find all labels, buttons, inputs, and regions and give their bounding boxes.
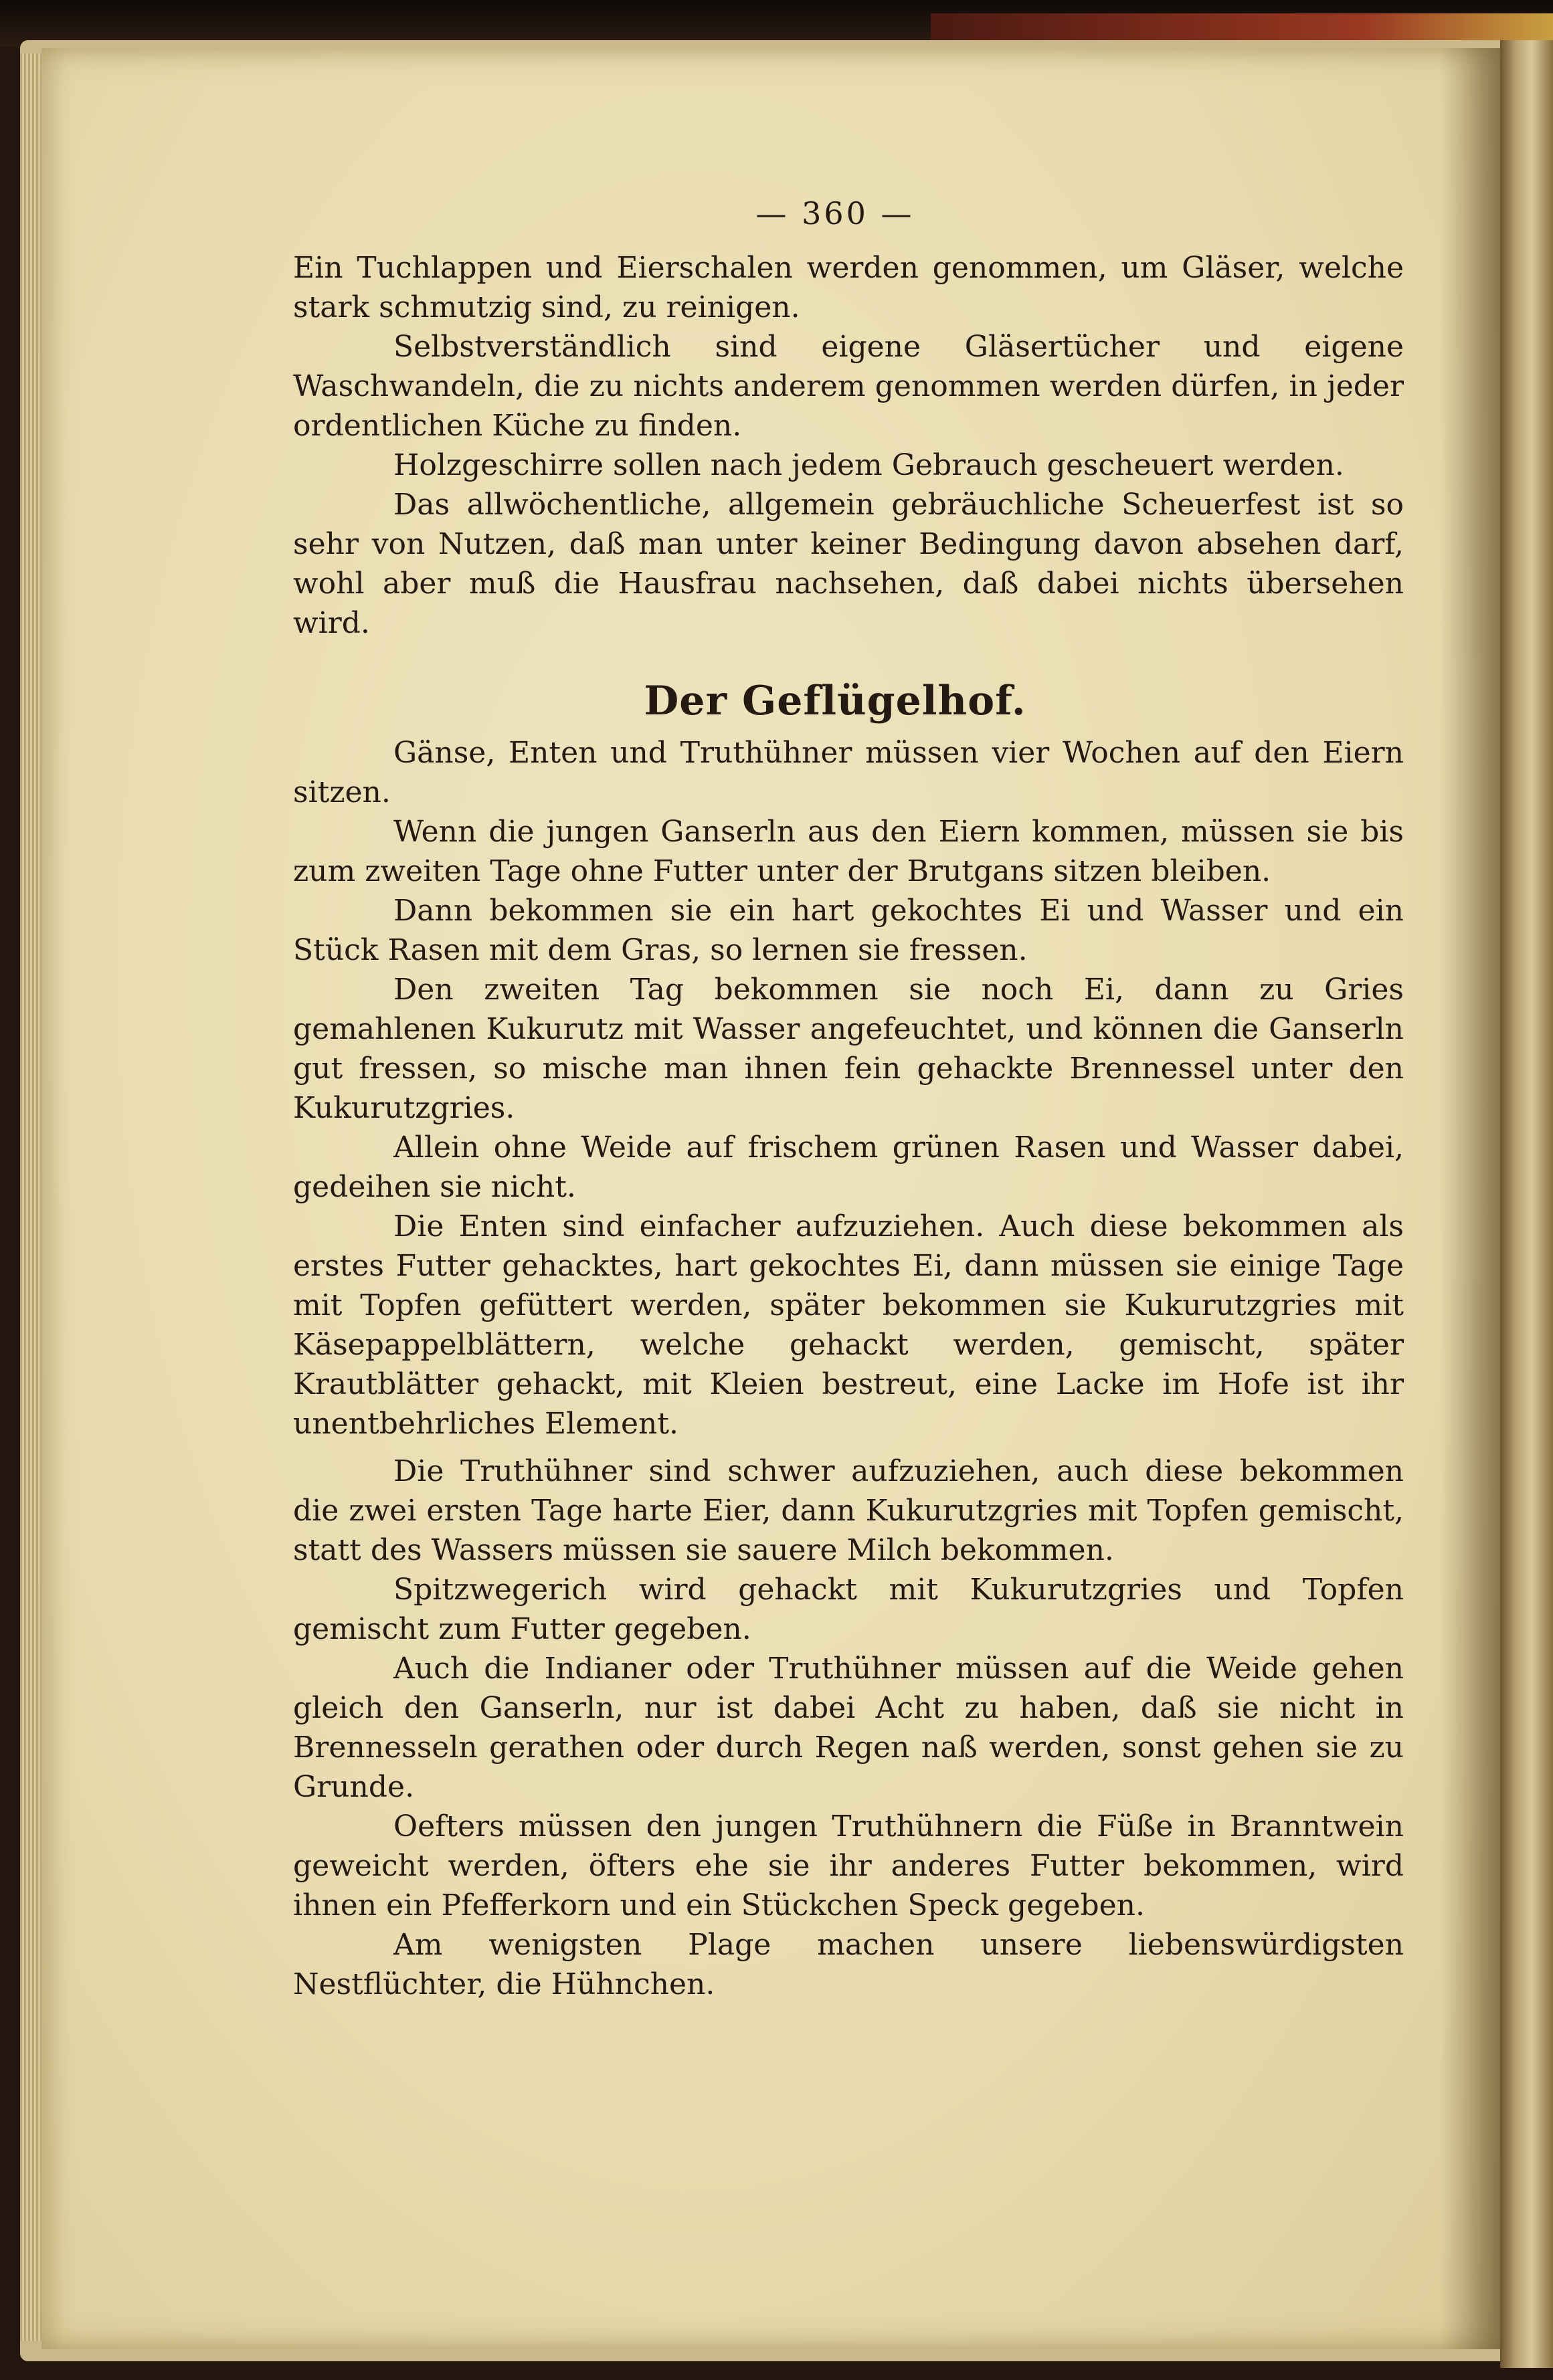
paragraph: Gänse, Enten und Truthühner müssen vier Wochen auf den Eiern sitzen. xyxy=(293,736,1404,809)
paragraph: Ein Tuchlappen und Eierschalen werden genommen, um Gläser, welche stark schmutzig sind, zu reinigen. xyxy=(293,251,1404,324)
gutter-shadow xyxy=(1440,48,1500,2349)
paragraph: Die Truthühner sind schwer aufzuziehen, auch diese bekommen die zwei ersten Tage harte Eier, dann Kukurutzgries mit Topfen gemischt, statt des Wassers müssen sie sauere Milch bekommen. xyxy=(293,1454,1404,1567)
paragraph: Holzgeschirre sollen nach jedem Gebrauch gescheuert werden. xyxy=(393,448,1344,482)
paragraph: Das allwöchentliche, allgemein gebräuchliche Scheuerfest ist so sehr von Nutzen, daß man unter keiner Bedingung davon absehen darf, wohl aber muß die Hausfrau nachsehen, daß dabei nichts übersehen wird. xyxy=(293,488,1404,640)
paragraph: Den zweiten Tag bekommen sie noch Ei, dann zu Gries gemahlenen Kukurutz mit Wasser angefeuchtet, und können die Ganserln gut fressen, so mische man ihnen fein gehackte Brennessel unter den Kukurutzgries. xyxy=(293,973,1404,1125)
page-number: — 360 — xyxy=(755,195,915,231)
paragraph: Wenn die jungen Ganserln aus den Eiern kommen, müssen sie bis zum zweiten Tage ohne Futter unter der Brutgans sitzen bleiben. xyxy=(293,815,1404,888)
paragraph: Selbstverständlich sind eigene Gläsertücher und eigene Waschwandeln, die zu nichts anderem genommen werden dürfen, in jeder ordentlichen Küche zu finden. xyxy=(293,330,1404,443)
page-text xyxy=(293,194,1404,2004)
left-page-stack xyxy=(20,54,43,2341)
paragraph: Oefters müssen den jungen Truthühnern die Füße in Branntwein geweicht werden, öfters ehe sie ihr anderes Futter bekommen, wird ihnen ein Pfefferkorn und ein Stückchen Speck gegeben. xyxy=(293,1809,1404,1922)
paragraph: Auch die Indianer oder Truthühner müssen auf die Weide gehen gleich den Ganserln, nur ist dabei Acht zu haben, daß sie nicht in Brennesseln gerathen oder durch Regen naß werden, sonst gehen sie zu Grunde. xyxy=(293,1652,1404,1804)
section-heading: Der Geflügelhof. xyxy=(644,678,1026,724)
paragraph: Spitzwegerich wird gehackt mit Kukurutzgries und Topfen gemischt zum Futter gegeben. xyxy=(293,1573,1404,1646)
paragraph: Die Enten sind einfacher aufzuziehen. Auch diese bekommen als erstes Futter gehacktes, hart gekochtes Ei, dann müssen sie einige Tage mit Topfen gefüttert werden, später bekommen sie Kukurutzgries mit Käsepappelblättern, welche gehackt werden, gemischt, später Krautblätter gehackt, mit Kleien bestreut, eine Lacke im Hofe ist ihr unentbehrliches Element. xyxy=(293,1209,1404,1441)
right-page-curl xyxy=(1500,40,1553,2368)
paragraph: Allein ohne Weide auf frischem grünen Rasen und Wasser dabei, gedeihen sie nicht. xyxy=(293,1130,1404,1204)
paragraph: Dann bekommen sie ein hart gekochtes Ei und Wasser und ein Stück Rasen mit dem Gras, so lernen sie fressen. xyxy=(293,894,1404,967)
paragraph: Am wenigsten Plage machen unsere liebenswürdigsten Nestflüchter, die Hühnchen. xyxy=(293,1928,1404,2001)
